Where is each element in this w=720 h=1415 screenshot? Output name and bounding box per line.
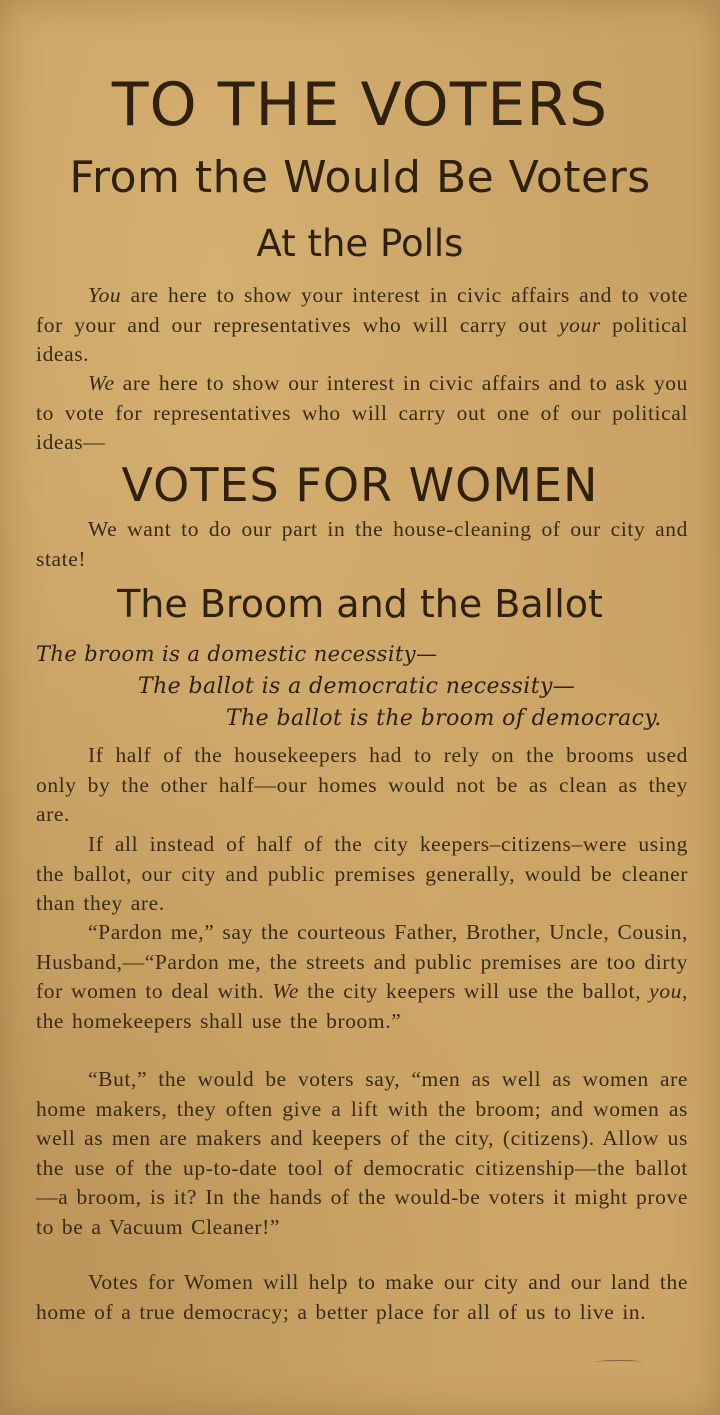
paragraph-you-text-a: are here to show your interest in civic affairs and to vote for your and our representatives who will carry out: [36, 283, 688, 337]
paragraph-house-cleaning-text: We want to do our part in the house-cleaning of our city and state!: [36, 517, 688, 571]
paragraph-would-be-voters-text: “But,” the would be voters say, “men as well as women are home makers, they often give a lift with the broom; and women as well as men are makers and keepers of the city, (citizens). Allow us the use of the up-to-date tool of democratic citizenship—the ballot—a broom, is it? In the hands of the would-be voters it might prove to be a Vacuum Cleaner!”: [36, 1067, 688, 1239]
paragraph-we-text: are here to show our interest in civic affairs and to ask you to vote for representatives who will carry out one of our political ideas—: [36, 371, 688, 454]
paragraph-housekeepers: [36, 741, 688, 830]
paragraph-you: [36, 281, 688, 370]
paragraph-house-cleaning: [36, 515, 688, 574]
paragraph-housekeepers-text: If half of the housekeepers had to rely on the brooms used only by the other half—our homes would not be as clean as they are.: [36, 743, 688, 826]
title-heading: TO THE VOTERS: [111, 70, 609, 140]
section-heading: The Broom and the Ballot: [117, 582, 603, 626]
closing-flourish: [596, 1360, 642, 1364]
paragraph-true-democracy: [36, 1268, 688, 1327]
paragraph-you-lead: You: [88, 283, 122, 307]
paragraph-you-emphasis: your: [559, 312, 601, 337]
slogan-heading: VOTES FOR WOMEN: [121, 458, 599, 512]
paragraph-pardon-me-text-b: the city keepers will use the ballot,: [299, 979, 650, 1003]
location-heading: At the Polls: [256, 222, 464, 265]
paragraph-pardon-me-em-you: you: [649, 979, 683, 1003]
paragraph-pardon-me-text-c: , the homekeepers shall use the broom.”: [36, 979, 688, 1033]
subtitle-heading: From the Would Be Voters: [69, 152, 651, 203]
paragraph-pardon-me-text-a: “Pardon me,” say the courteous Father, Brother, Uncle, Cousin, Husband,—“Pardon me, the streets and public premises are too dirty for women to deal with.: [36, 920, 688, 1003]
paragraph-city-keepers-text: If all instead of half of the city keepers–citizens–were using the ballot, our city and public premises generally, would be cleaner than they are.: [36, 832, 688, 915]
verse-line-3: The ballot is the broom of democracy.: [226, 706, 662, 731]
paragraph-pardon-me-em-we: We: [272, 979, 300, 1003]
paragraph-city-keepers: [36, 830, 688, 919]
paragraph-true-democracy-text: Votes for Women will help to make our city and our land the home of a true democracy; a better place for all of us to live in.: [36, 1270, 688, 1324]
verse-line-1: The broom is a domestic necessity—: [36, 642, 438, 666]
verse-line-2: The ballot is a democratic necessity—: [138, 674, 576, 699]
paragraph-pardon-me: [36, 918, 688, 1036]
paragraph-would-be-voters: [36, 1065, 688, 1242]
paragraph-you-text-b: political ideas.: [36, 312, 689, 366]
paragraph-we-lead: We: [88, 371, 115, 395]
paragraph-we: [36, 369, 688, 458]
